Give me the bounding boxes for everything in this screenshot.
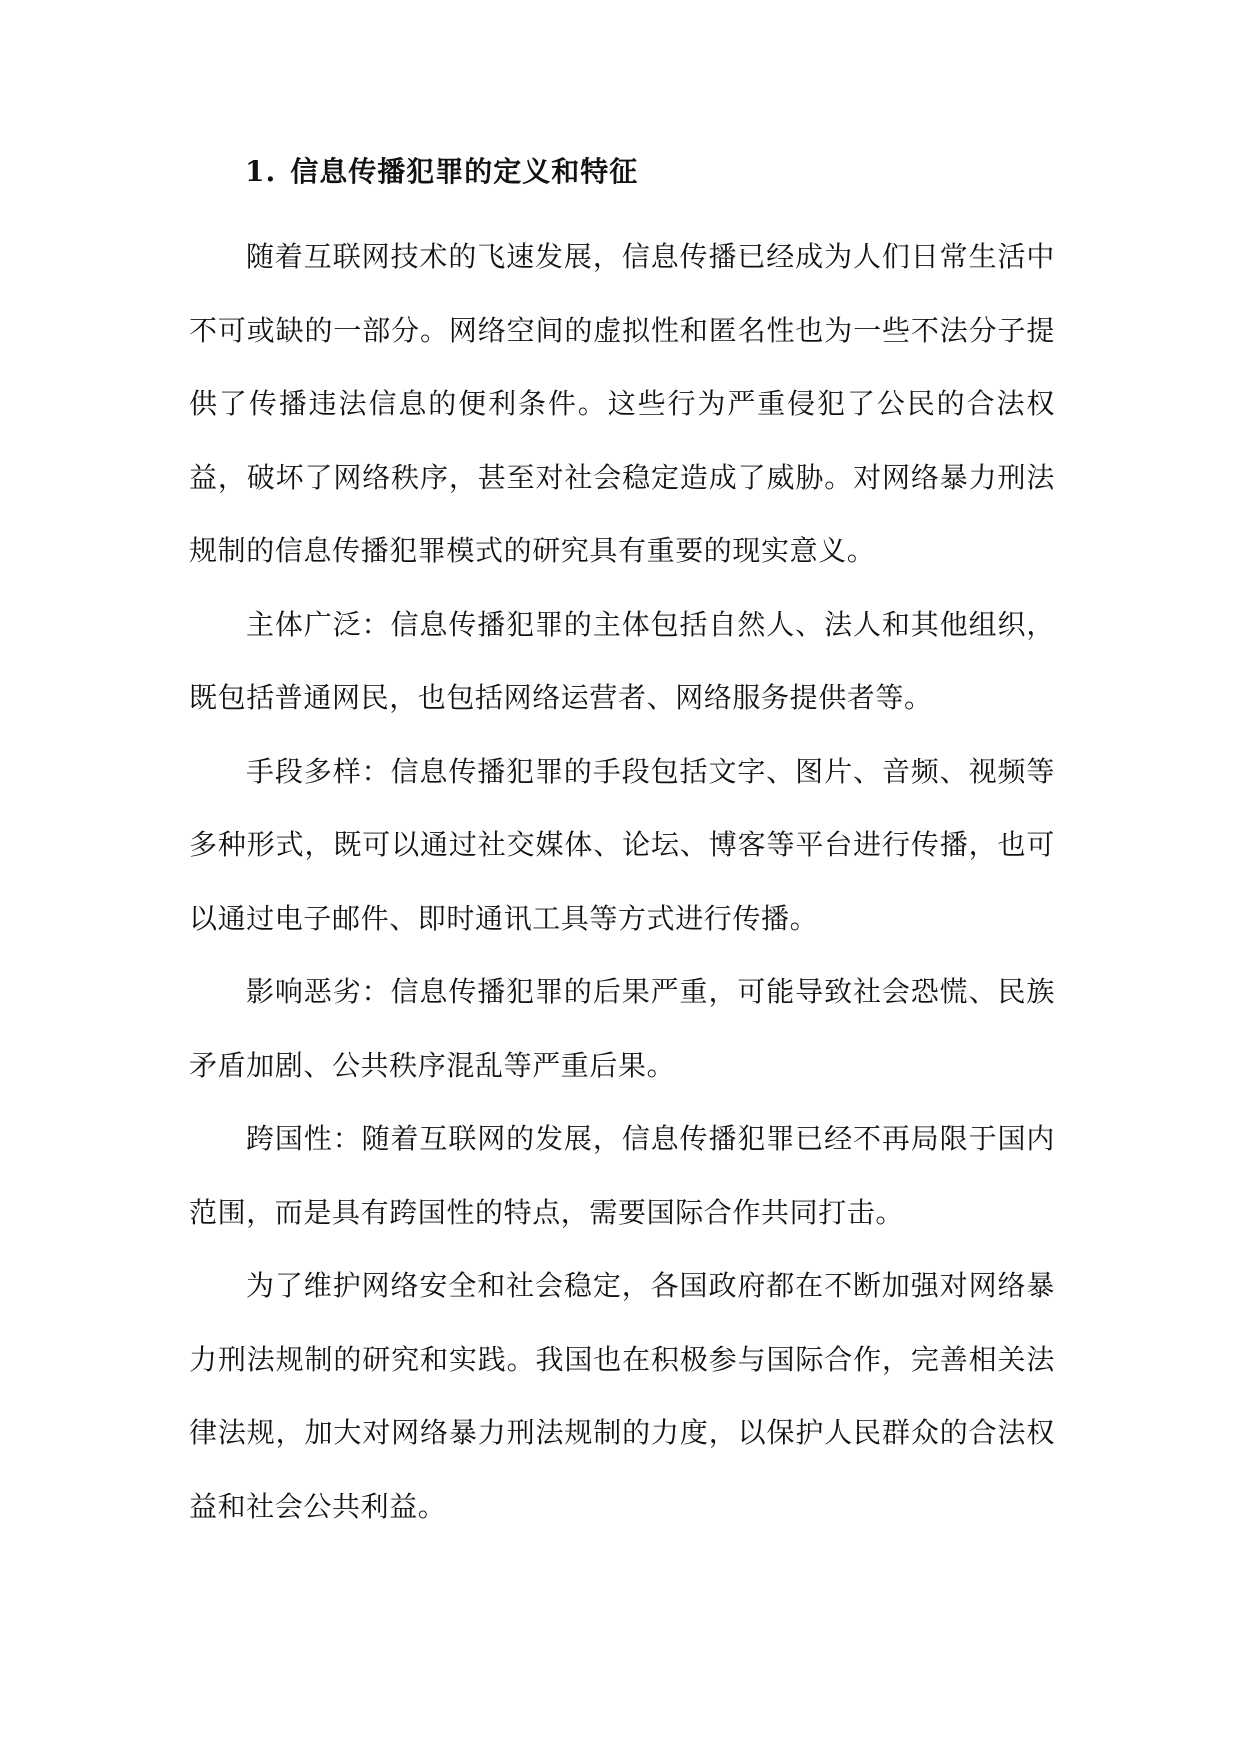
paragraph-transnational: 跨国性：随着互联网的发展，信息传播犯罪已经不再局限于国内范围，而是具有跨国性的特点，需要国际合作共同打击。 xyxy=(189,1122,1055,1229)
paragraph-conclusion: 为了维护网络安全和社会稳定，各国政府都在不断加强对网络暴力刑法规制的研究和实践。我国也在积极参与国际合作，完善相关法律法规，加大对网络暴力刑法规制的力度，以保护人民群众的合法权益和社会公共利益。 xyxy=(189,1269,1055,1523)
document-body xyxy=(189,146,1055,1543)
paragraph-severe-impact: 影响恶劣：信息传播犯罪的后果严重，可能导致社会恐慌、民族矛盾加剧、公共秩序混乱等严重后果。 xyxy=(189,975,1055,1082)
section-number: 1. xyxy=(245,155,277,188)
paragraph-intro: 随着互联网技术的飞速发展，信息传播已经成为人们日常生活中不可或缺的一部分。网络空间的虚拟性和匿名性也为一些不法分子提供了传播违法信息的便利条件。这些行为严重侵犯了公民的合法权益，破坏了网络秩序，甚至对社会稳定造成了威胁。对网络暴力刑法规制的信息传播犯罪模式的研究具有重要的现实意义。 xyxy=(189,240,1055,567)
section-heading xyxy=(189,146,1055,198)
section-title: 信息传播犯罪的定义和特征 xyxy=(290,155,639,188)
paragraph-broad-subjects: 主体广泛：信息传播犯罪的主体包括自然人、法人和其他组织，既包括普通网民，也包括网络运营者、网络服务提供者等。 xyxy=(189,607,1055,714)
paragraph-diverse-means: 手段多样：信息传播犯罪的手段包括文字、图片、音频、视频等多种形式，既可以通过社交媒体、论坛、博客等平台进行传播，也可以通过电子邮件、即时通讯工具等方式进行传播。 xyxy=(189,754,1055,935)
